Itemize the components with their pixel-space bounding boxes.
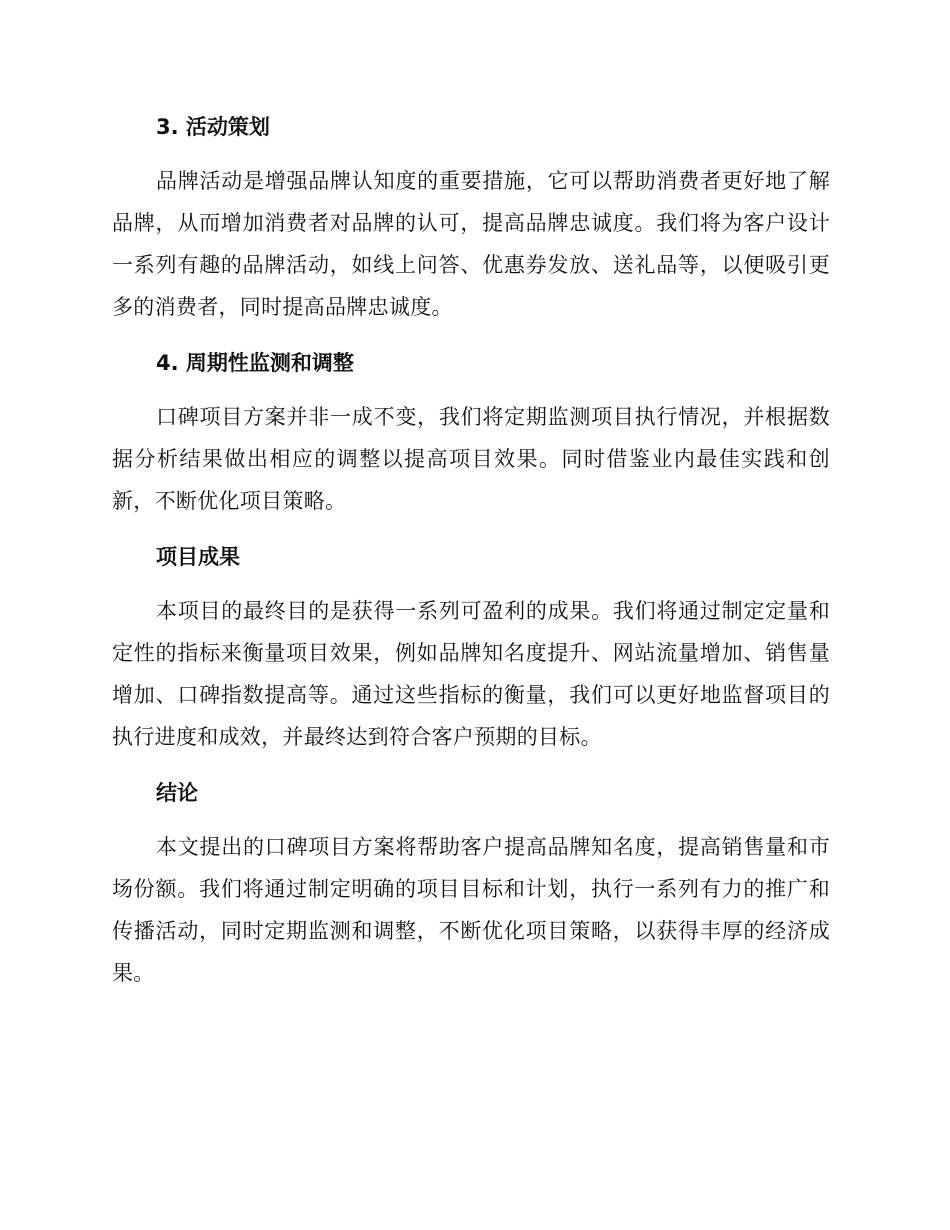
section-conclusion — [112, 772, 830, 994]
section-paragraph: 品牌活动是增强品牌认知度的重要措施，它可以帮助消费者更好地了解品牌，从而增加消费者对品牌的认可，提高品牌忠诚度。我们将为客户设计一系列有趣的品牌活动，如线上问答、优惠券发放、送礼品等，以便吸引更多的消费者，同时提高品牌忠诚度。 — [112, 169, 830, 319]
section-periodic-monitoring — [112, 342, 830, 522]
section-paragraph: 本文提出的口碑项目方案将帮助客户提高品牌知名度，提高销售量和市场份额。我们将通过制定明确的项目目标和计划，执行一系列有力的推广和传播活动，同时定期监测和调整，不断优化项目策略，以获得丰厚的经济成果。 — [112, 835, 830, 985]
section-paragraph: 口碑项目方案并非一成不变，我们将定期监测项目执行情况，并根据数据分析结果做出相应的调整以提高项目效果。同时借鉴业内最佳实践和创新，不断优化项目策略。 — [112, 405, 830, 513]
section-heading: 3. 活动策划 — [156, 115, 270, 139]
section-heading: 4. 周期性监测和调整 — [156, 351, 354, 375]
section-paragraph: 本项目的最终目的是获得一系列可盈利的成果。我们将通过制定定量和定性的指标来衡量项目效果，例如品牌知名度提升、网站流量增加、销售量增加、口碑指数提高等。通过这些指标的衡量，我们可以更好地监督项目的执行进度和成效，并最终达到符合客户预期的目标。 — [112, 599, 830, 749]
document-page — [112, 106, 830, 1008]
section-heading: 结论 — [156, 781, 198, 805]
section-project-results — [112, 536, 830, 758]
section-activity-planning — [112, 106, 830, 328]
section-heading: 项目成果 — [156, 545, 240, 569]
